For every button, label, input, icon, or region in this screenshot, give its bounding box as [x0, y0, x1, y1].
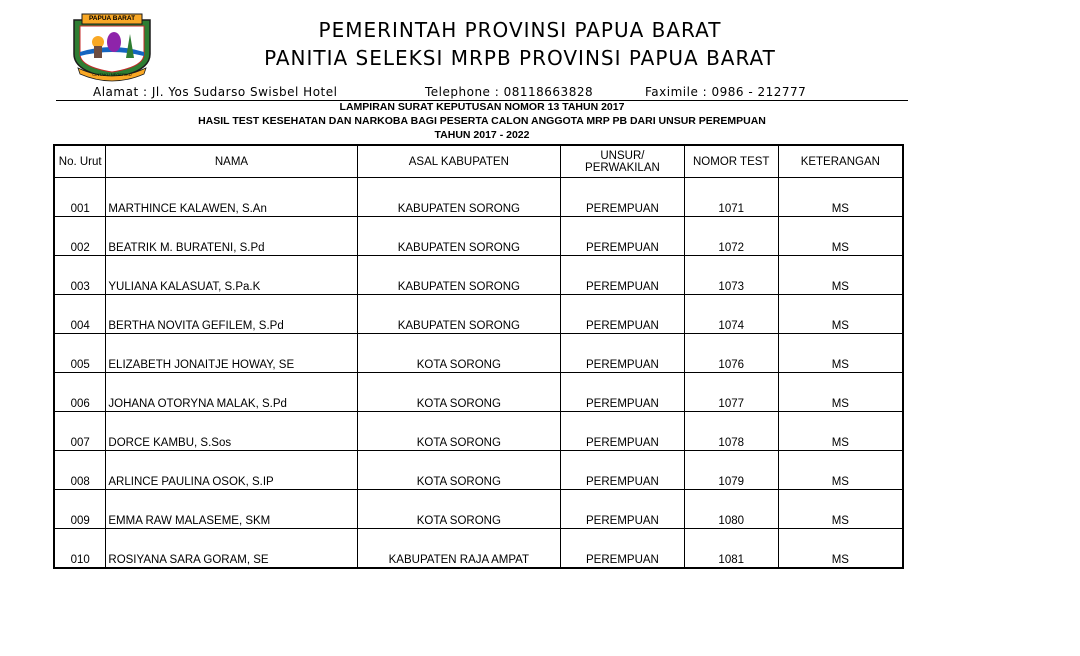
document-period: TAHUN 2017 - 2022 [434, 129, 530, 141]
cell-nomor-test: 1073 [684, 256, 778, 295]
cell-nama: MARTHINCE KALAWEN, S.An [106, 178, 357, 217]
cell-nomor-test: 1081 [684, 529, 778, 569]
cell-no: 007 [54, 412, 106, 451]
header-nomor-test: NOMOR TEST [684, 145, 778, 178]
lampiran-title: LAMPIRAN SURAT KEPUTUSAN NOMOR 13 TAHUN 2017 [339, 101, 625, 113]
table-row [54, 178, 903, 217]
cell-nama: EMMA RAW MALASEME, SKM [106, 490, 357, 529]
cell-kabupaten: KOTA SORONG [357, 490, 560, 529]
table-row [54, 256, 903, 295]
cell-keterangan: MS [778, 178, 903, 217]
cell-nama: ELIZABETH JONAITJE HOWAY, SE [106, 334, 357, 373]
cell-unsur: PEREMPUAN [561, 295, 685, 334]
cell-kabupaten: KABUPATEN SORONG [357, 178, 560, 217]
header-no-urut: No. Urut [54, 145, 106, 178]
papua-barat-emblem-logo [64, 12, 160, 82]
cell-nomor-test: 1074 [684, 295, 778, 334]
cell-nama: BEATRIK M. BURATENI, S.Pd [106, 217, 357, 256]
document-heading: HASIL TEST KESEHATAN DAN NARKOBA BAGI PESERTA CALON ANGGOTA MRP PB DARI UNSUR PEREMPUAN [198, 115, 766, 127]
table-row [54, 334, 903, 373]
header-unsur-perwakilan: UNSUR/ PERWAKILAN [561, 145, 685, 178]
cell-no: 009 [54, 490, 106, 529]
cell-keterangan: MS [778, 412, 903, 451]
cell-keterangan: MS [778, 295, 903, 334]
logo-banner-text: PAPUA BARAT [88, 15, 136, 22]
table-row [54, 529, 903, 569]
results-table [53, 144, 904, 569]
cell-keterangan: MS [778, 217, 903, 256]
cell-keterangan: MS [778, 373, 903, 412]
cell-no: 006 [54, 373, 106, 412]
table-row [54, 451, 903, 490]
header-nama: NAMA [106, 145, 357, 178]
cell-unsur: PEREMPUAN [561, 178, 685, 217]
letterhead-title: PEMERINTAH PROVINSI PAPUA BARAT [318, 18, 722, 42]
cell-no: 003 [54, 256, 106, 295]
cell-nomor-test: 1080 [684, 490, 778, 529]
cell-kabupaten: KABUPATEN SORONG [357, 295, 560, 334]
cell-no: 010 [54, 529, 106, 569]
cell-kabupaten: KOTA SORONG [357, 373, 560, 412]
cell-nama: ARLINCE PAULINA OSOK, S.IP [106, 451, 357, 490]
telephone-text: Telephone : 08118663828 [425, 85, 594, 99]
cell-no: 001 [54, 178, 106, 217]
cell-nama: ROSIYANA SARA GORAM, SE [106, 529, 357, 569]
cell-kabupaten: KOTA SORONG [357, 451, 560, 490]
cell-no: 005 [54, 334, 106, 373]
cell-nama: DORCE KAMBU, S.Sos [106, 412, 357, 451]
cell-keterangan: MS [778, 256, 903, 295]
table-row [54, 412, 903, 451]
cell-kabupaten: KOTA SORONG [357, 334, 560, 373]
cell-keterangan: MS [778, 334, 903, 373]
header-keterangan: KETERANGAN [778, 145, 903, 178]
cell-unsur: PEREMPUAN [561, 217, 685, 256]
cell-no: 008 [54, 451, 106, 490]
cell-no: 004 [54, 295, 106, 334]
cell-keterangan: MS [778, 451, 903, 490]
cell-nomor-test: 1072 [684, 217, 778, 256]
cell-keterangan: MS [778, 529, 903, 569]
cell-nama: YULIANA KALASUAT, S.Pa.K [106, 256, 357, 295]
cell-keterangan: MS [778, 490, 903, 529]
cell-nomor-test: 1076 [684, 334, 778, 373]
header-asal-kabupaten: ASAL KABUPATEN [357, 145, 560, 178]
table-header-row [54, 145, 903, 178]
cell-nama: BERTHA NOVITA GEFILEM, S.Pd [106, 295, 357, 334]
cell-kabupaten: KABUPATEN SORONG [357, 217, 560, 256]
cell-unsur: PEREMPUAN [561, 256, 685, 295]
cell-no: 002 [54, 217, 106, 256]
table-row [54, 490, 903, 529]
cell-unsur: PEREMPUAN [561, 529, 685, 569]
cell-nomor-test: 1079 [684, 451, 778, 490]
cell-unsur: PEREMPUAN [561, 412, 685, 451]
faximile-text: Faximile : 0986 - 212777 [645, 85, 807, 99]
cell-kabupaten: KABUPATEN SORONG [357, 256, 560, 295]
cell-unsur: PEREMPUAN [561, 490, 685, 529]
cell-kabupaten: KOTA SORONG [357, 412, 560, 451]
cell-nomor-test: 1077 [684, 373, 778, 412]
table-row [54, 295, 903, 334]
cell-kabupaten: KABUPATEN RAJA AMPAT [357, 529, 560, 569]
table-row [54, 373, 903, 412]
cell-nomor-test: 1078 [684, 412, 778, 451]
cell-nomor-test: 1071 [684, 178, 778, 217]
logo-motto-text: CINTAKU NEGERIKU [92, 72, 132, 77]
cell-unsur: PEREMPUAN [561, 373, 685, 412]
letterhead-subtitle: PANITIA SELEKSI MRPB PROVINSI PAPUA BARAT [264, 46, 776, 70]
cell-nama: JOHANA OTORYNA MALAK, S.Pd [106, 373, 357, 412]
cell-unsur: PEREMPUAN [561, 451, 685, 490]
cell-unsur: PEREMPUAN [561, 334, 685, 373]
table-row [54, 217, 903, 256]
address-text: Alamat : Jl. Yos Sudarso Swisbel Hotel [93, 85, 338, 99]
